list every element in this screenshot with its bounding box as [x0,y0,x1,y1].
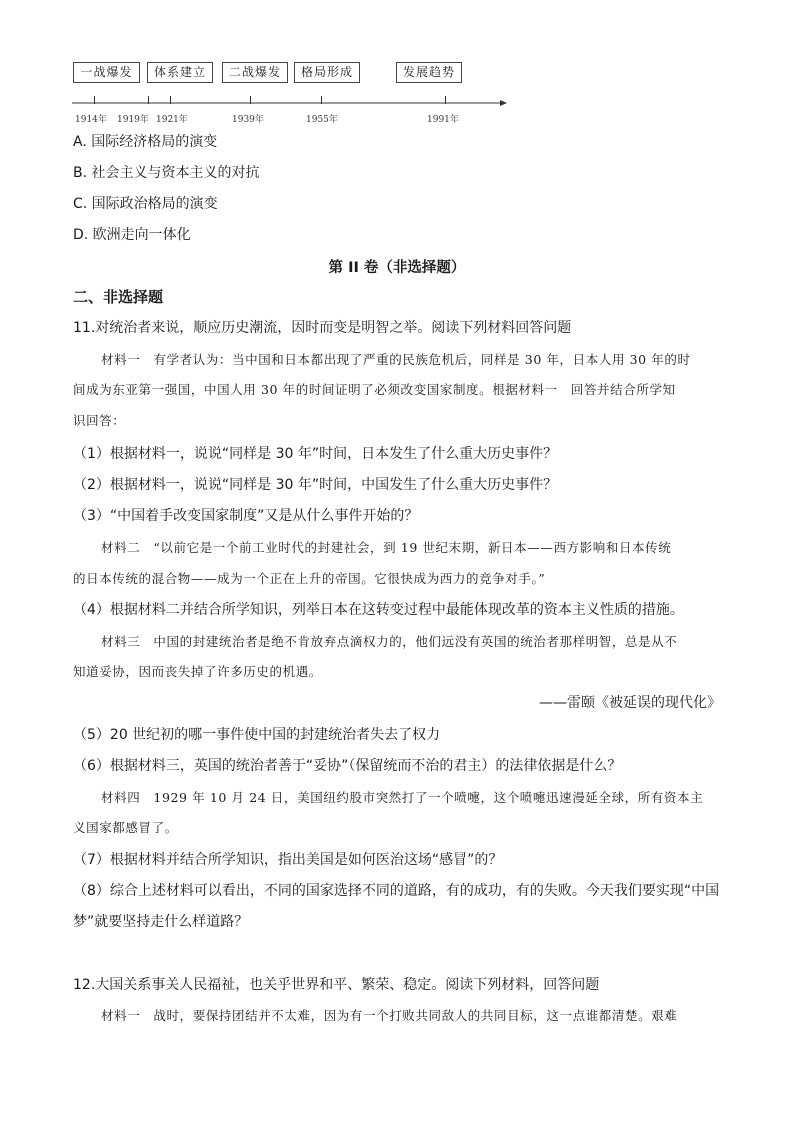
q11-material2-line: 的日本传统的混合物——成为一个正在上升的帝国。它很快成为西力的竞争对手。” [73,571,546,586]
timeline-year: 1991年 [427,115,459,125]
q12-material1-line: 材料一 战时，要保持团结并不太难，因为有一个打败共同敌人的共同目标，这一点谁都清楚。艰难 [101,1008,678,1023]
q11-material1-line: 材料一 有学者认为：当中国和日本都出现了严重的民族危机后，同样是 30 年，日本人用 30 年的时 [101,352,691,367]
option-a: A. 国际经济格局的演变 [73,134,218,150]
q11-material3-line: 材料三 中国的封建统治者是绝不肯放弃点滴权力的，他们远没有英国的统治者那样明智，总是从不 [101,634,678,649]
timeline-year: 1914年 [75,115,107,125]
q11-material4-line: 材料四 1929 年 10 月 24 日，美国纽约股市突然打了一个喷嚏，这个喷嚏迅速漫延全球，所有资本主 [101,790,704,805]
q11-material1-line: 识回答： [73,413,126,428]
timeline-box-ww1: 一战爆发 [73,62,140,83]
timeline-box-trend: 发展趋势 [396,62,462,83]
q11-sub8-line: 梦”就要坚持走什么样道路？ [73,914,249,930]
timeline-year: 1921年 [156,115,188,125]
timeline-year: 1919年 [117,115,149,125]
timeline-box-pattern: 格局形成 [294,62,360,83]
timeline-axis [70,96,510,108]
option-b: B. 社会主义与资本主义的对抗 [73,165,260,181]
timeline-tick [445,96,446,104]
timeline-box-ww2: 二战爆发 [222,62,288,83]
option-c: C. 国际政治格局的演变 [73,196,218,212]
q11-sub3: （3）“中国着手改变国家制度”又是从什么事件开始的？ [73,508,419,524]
timeline-year: 1939年 [232,115,264,125]
section-title: 第 II 卷（非选择题） [328,260,466,276]
q11-material1-line: 间成为东亚第一强国，中国人用 30 年的时间证明了必须改变国家制度。根据材料一 回答并结合所学知 [73,382,676,397]
q12-stem: 12.大国关系事关人民福祉，也关乎世界和平、繁荣、稳定。阅读下列材料，回答问题 [73,977,600,993]
timeline-tick [148,96,149,104]
q11-sub7: （7）根据材料并结合所学知识，指出美国是如何医治这场“感冒”的？ [73,852,503,868]
q11-sub1: （1）根据材料一，说说“同样是 30 年”时间，日本发生了什么重大历史事件？ [73,446,558,462]
q11-sub5: （5）20 世纪初的哪一事件使中国的封建统治者失去了权力 [73,727,441,743]
option-d: D. 欧洲走向一体化 [73,227,191,243]
q11-sub6: （6）根据材料三，英国的统治者善于“妥协”（保留统而不治的君主）的法律依据是什么？ [73,758,622,774]
timeline-tick [94,96,95,104]
q11-sub8-line: （8）综合上述材料可以看出，不同的国家选择不同的道路，有的成功，有的失败。今天我们要实现“中国 [73,883,720,899]
q11-stem: 11.对统治者来说，顺应历史潮流，因时而变是明智之举。阅读下列材料回答问题 [73,320,572,336]
timeline-year: 1955年 [306,115,338,125]
timeline-box-system: 体系建立 [147,62,213,83]
q11-material2-line: 材料二 “以前它是一个前工业时代的封建社会，到 19 世纪末期，新日本——西方影响和日本传统 [101,540,672,555]
q11-sub2: （2）根据材料一，说说“同样是 30 年”时间，中国发生了什么重大历史事件？ [73,477,558,493]
q11-material4-line: 义国家都感冒了。 [73,820,178,835]
q11-material3-source: ——雷颐《被延误的现代化》 [539,695,721,711]
section-heading: 二、非选择题 [73,288,164,306]
q11-sub4: （4）根据材料二并结合所学知识，列举日本在这转变过程中最能体现改革的资本主义性质的措施。 [73,602,684,618]
timeline-tick [170,96,171,104]
timeline-tick [250,96,251,104]
q11-material3-line: 知道妥协，因而丧失掉了许多历史的机遇。 [73,664,322,679]
timeline-tick [321,96,322,104]
